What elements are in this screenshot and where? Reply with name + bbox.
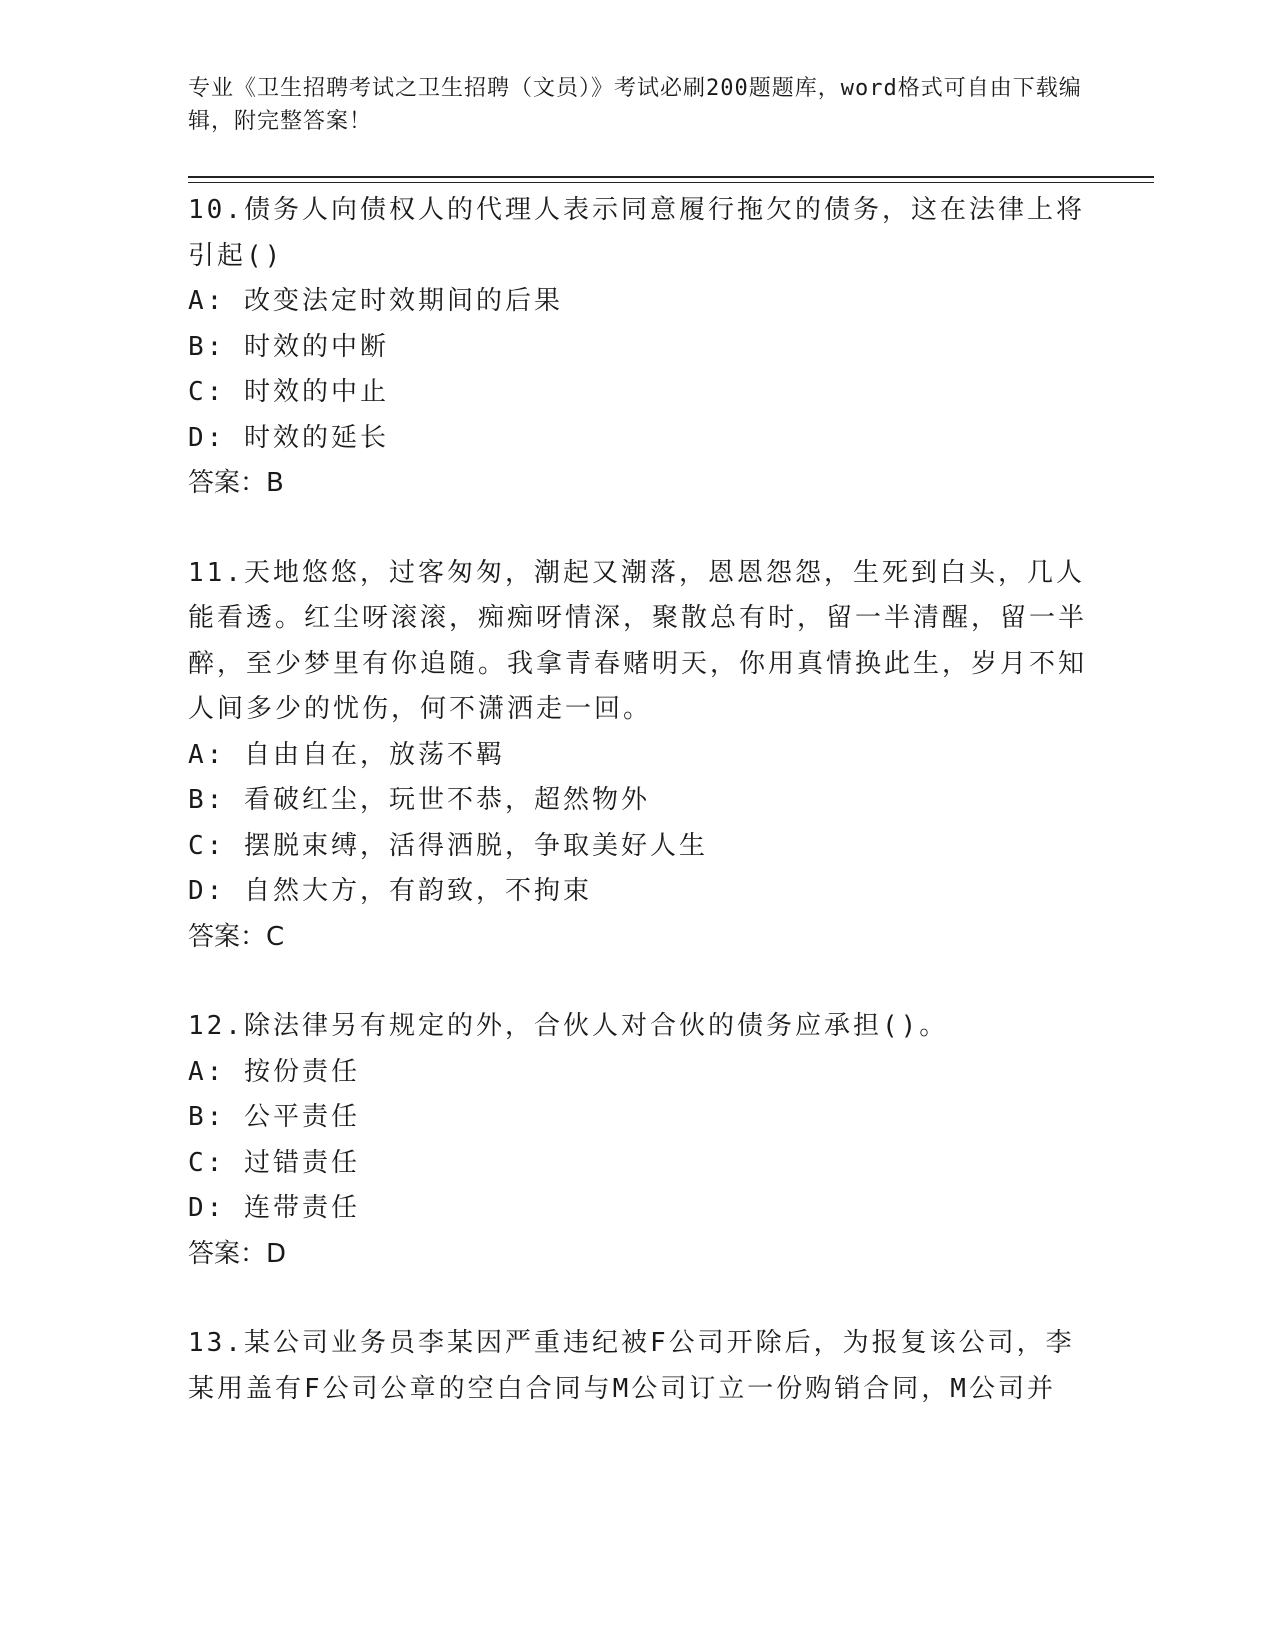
option-key: B: <box>188 1102 226 1132</box>
option-text: 自由自在，放荡不羁 <box>243 739 505 770</box>
question-list <box>188 188 1088 1412</box>
option-text: 按份责任 <box>243 1056 360 1087</box>
answer-line: 答案：D <box>188 1238 287 1269</box>
option-key: D: <box>188 422 226 453</box>
option-b <box>188 778 1088 824</box>
option-text: 时效的中断 <box>243 331 389 362</box>
option-key: B: <box>188 785 226 815</box>
option-d <box>188 1186 1088 1232</box>
option-d <box>188 869 1088 915</box>
option-text: 过错责任 <box>243 1147 360 1178</box>
option-c <box>188 824 1088 870</box>
header-divider-thick <box>188 176 1154 178</box>
option-key: D: <box>188 1193 226 1223</box>
option-d <box>188 416 1088 462</box>
option-text: 自然大方，有韵致，不拘束 <box>243 876 592 906</box>
question-stem: 11.天地悠悠，过客匆匆，潮起又潮落，恩恩怨怨，生死到白头，几人能看透。红尘呀滚滚，痴痴呀情深，聚散总有时，留一半清醒，留一半醉，至少梦里有你追随。我拿青春赌明天，你用真情换此生，岁月不知人间多少的忧伤，何不潇洒走一回。 <box>188 557 1088 724</box>
option-key: A: <box>188 739 226 770</box>
question-13 <box>188 1321 1088 1412</box>
option-key: D: <box>188 876 226 906</box>
option-b <box>188 325 1088 371</box>
option-text: 时效的延长 <box>243 422 389 453</box>
header-intro-text: 专业《卫生招聘考试之卫生招聘（文员）》考试必刷200题题库，word格式可自由下载编辑，附完整答案！ <box>188 76 1082 134</box>
option-a <box>188 733 1088 779</box>
option-key: A: <box>188 286 226 316</box>
option-text: 摆脱束缚，活得洒脱，争取美好人生 <box>243 830 708 861</box>
question-stem: 13.某公司业务员李某因严重违纪被F公司开除后，为报复该公司，李某用盖有F公司公章的空白合同与M公司订立一份购销合同，M公司并 <box>188 1328 1075 1404</box>
option-text: 连带责任 <box>243 1193 360 1223</box>
option-a <box>188 1050 1088 1096</box>
option-text: 改变法定时效期间的后果 <box>243 286 563 316</box>
option-text: 公平责任 <box>243 1102 360 1132</box>
question-11 <box>188 551 1088 961</box>
option-key: C: <box>188 830 226 861</box>
header-divider-thin <box>188 182 1154 183</box>
question-12 <box>188 1004 1088 1277</box>
option-key: C: <box>188 1147 226 1178</box>
option-text: 时效的中止 <box>243 377 389 407</box>
option-a <box>188 279 1088 325</box>
option-b <box>188 1095 1088 1141</box>
question-stem: 10.债务人向债权人的代理人表示同意履行拖欠的债务，这在法律上将引起() <box>188 195 1085 271</box>
option-c <box>188 370 1088 416</box>
option-key: B: <box>188 331 226 362</box>
option-key: A: <box>188 1056 226 1087</box>
option-key: C: <box>188 377 226 407</box>
document-header <box>188 72 1088 138</box>
question-stem: 12.除法律另有规定的外，合伙人对合伙的债务应承担()。 <box>188 1011 949 1041</box>
answer-line: 答案：C <box>188 921 285 952</box>
option-c <box>188 1141 1088 1187</box>
option-text: 看破红尘，玩世不恭，超然物外 <box>243 785 650 815</box>
answer-line: 答案：B <box>188 468 284 498</box>
question-10 <box>188 188 1088 507</box>
